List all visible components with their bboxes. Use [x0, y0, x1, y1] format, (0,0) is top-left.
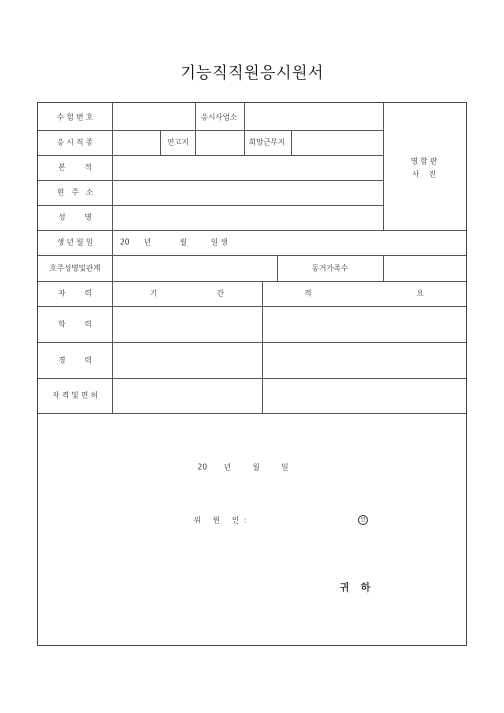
name-label: 성 명	[58, 212, 92, 222]
photo-label-2: 사 진	[411, 169, 437, 179]
education-label: 학 력	[58, 319, 92, 329]
detail-header: 적 요	[304, 288, 424, 298]
photo-label: 명 함 판	[410, 156, 438, 166]
contact-place-label: 연고지	[167, 137, 189, 147]
application-form	[37, 102, 467, 646]
position-label: 응 시 직 종	[56, 137, 94, 147]
birth-label: 생 년 월 일	[56, 237, 94, 247]
license-label: 자 격 및 면 허	[52, 390, 98, 400]
form-title: 기능직직원응시원서	[180, 63, 324, 82]
household-label: 동거가족수	[311, 263, 349, 273]
desired-post-label: 희망근무지	[248, 137, 286, 147]
birth-value: 20 년 월 일 생	[120, 237, 228, 247]
head-relation-label: 호주성명및관계	[49, 263, 101, 273]
date-line: 20 년 월 일	[197, 462, 289, 472]
address-label: 현 주 소	[56, 187, 94, 197]
exam-place-label: 응시사업소	[200, 112, 238, 122]
qualification-label: 자 력	[58, 288, 92, 298]
domicile-label: 본 적	[58, 162, 92, 172]
career-label: 경 력	[58, 355, 92, 365]
addressee-label: 귀 하	[339, 583, 375, 594]
period-header: 기 간	[149, 288, 225, 298]
seal-mark: 인	[358, 515, 368, 525]
applicant-label: 위 원 인 :	[193, 515, 247, 525]
exam-number-label: 수 험 번 호	[56, 112, 94, 122]
